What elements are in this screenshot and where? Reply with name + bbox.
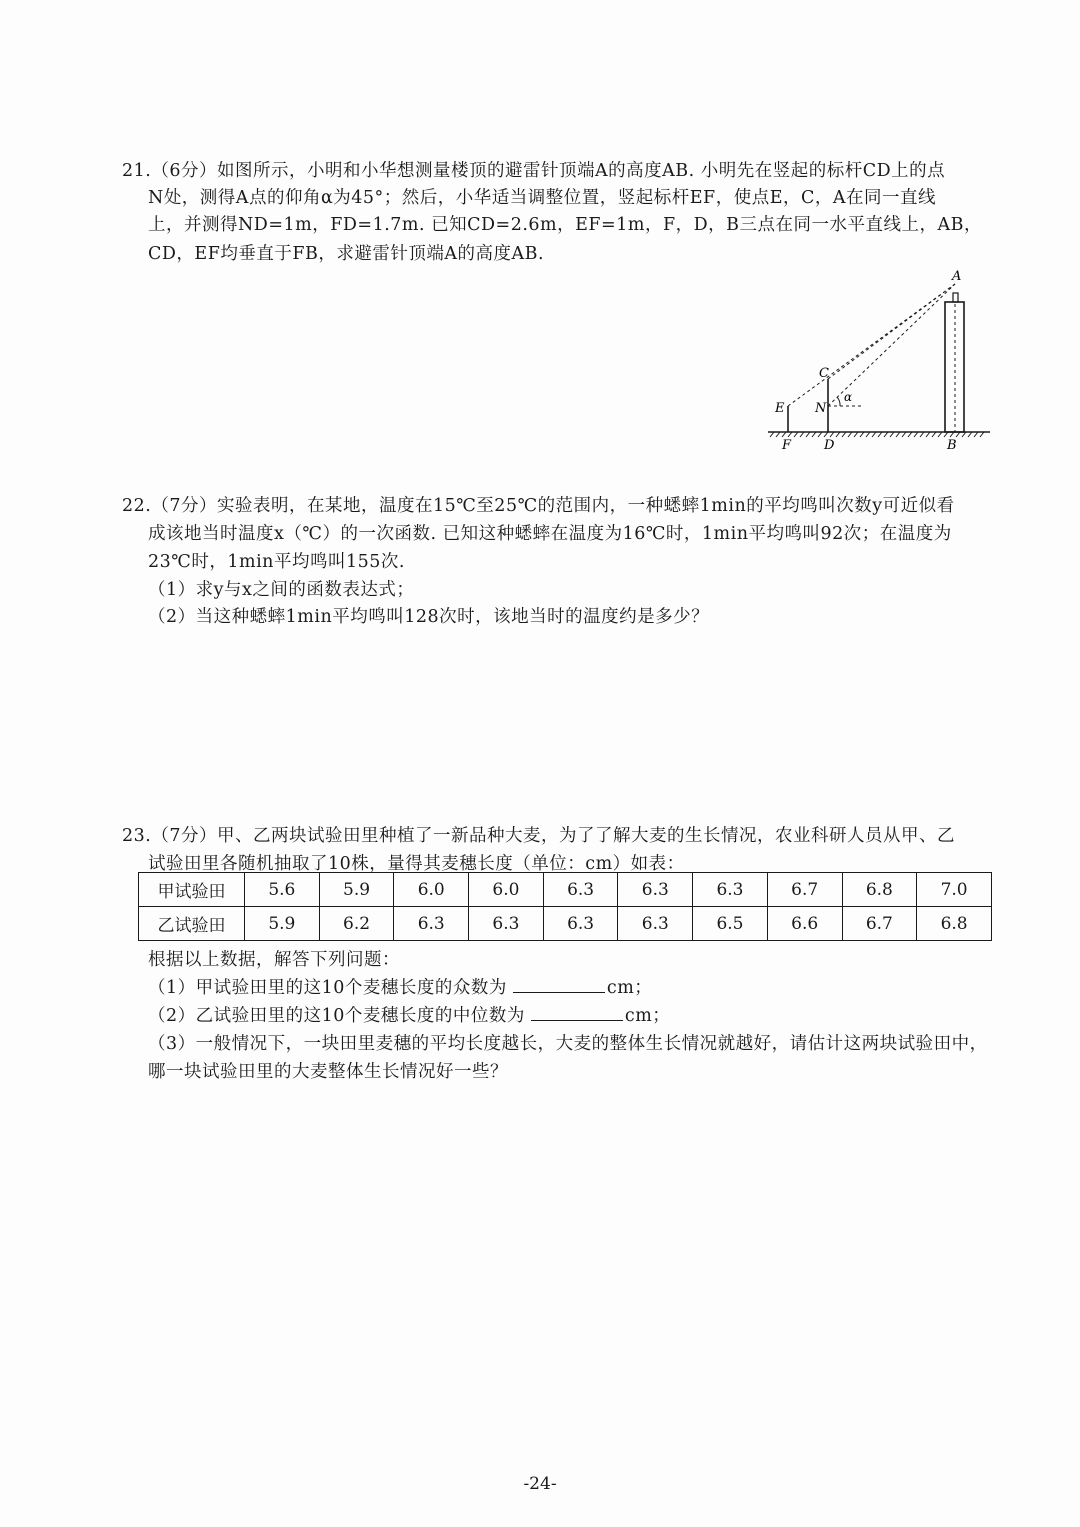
table-cell: 5.9 [319,873,394,907]
q22-line-2: 成该地当时温度x（℃）的一次函数. 已知这种蟋蟀在温度为16℃时，1min平均鸣叫92次；在温度为 [148,524,952,544]
table-row [139,873,992,907]
q23-intro: 根据以上数据，解答下列问题： [148,950,400,970]
table-row [139,907,992,941]
q23-part-1-text: （1）甲试验田里的这10个麦穗长度的众数为 [148,978,507,998]
table-cell: 6.3 [543,907,618,941]
table-cell: 6.3 [394,907,469,941]
q23-part-3-line-2: 哪一块试验田里的大麦整体生长情况好一些？ [148,1062,508,1082]
q21-figure [764,266,994,456]
table-cell: 6.8 [917,907,992,941]
table-cell: 6.7 [767,873,842,907]
q21-line-1: 21.（6分）如图所示，小明和小华想测量楼顶的避雷针顶端A的高度AB. 小明先在竖起的标杆CD上的点 [122,161,946,181]
table-cell: 6.0 [394,873,469,907]
label-a: A [952,269,962,284]
q23-part-2 [148,1002,670,1027]
label-d: D [824,438,835,453]
table-cell: 6.7 [842,907,917,941]
q23-line-1: 23.（7分）甲、乙两块试验田里种植了一新品种大麦，为了了解大麦的生长情况，农业科研人员从甲、乙 [122,826,955,846]
table-cell: 6.5 [693,907,768,941]
table-cell: 6.3 [543,873,618,907]
q21-line-2: N处，测得A点的仰角α为45°；然后，小华适当调整位置，竖起标杆EF，使点E，C，A在同一直线 [148,188,937,208]
table-cell: 5.6 [245,873,320,907]
table-cell: 6.6 [767,907,842,941]
q23-part-1-unit: cm； [606,978,653,998]
q23-part-1 [148,974,652,999]
table-cell: 5.9 [245,907,320,941]
table-cell: 6.8 [842,873,917,907]
label-n: N [815,401,827,416]
angle-arc [837,397,840,406]
table-cell: 6.3 [693,873,768,907]
label-b: B [947,438,957,453]
label-alpha: α [844,390,853,404]
label-e: E [775,401,785,416]
q23-part-3-line-1: （3）一般情况下，一块田里麦穗的平均长度越长，大麦的整体生长情况就越好，请估计这两块试验田中， [148,1034,988,1054]
q21-line-3: 上，并测得ND=1m，FD=1.7m. 已知CD=2.6m，EF=1m，F，D，B三点在同一水平直线上，AB， [148,215,982,235]
sight-line-na [828,284,955,406]
wheat-length-table [138,872,992,941]
label-f: F [782,438,792,453]
q21-line-4: CD，EF均垂直于FB，求避雷针顶端A的高度AB. [148,244,545,264]
q22-line-1: 22.（7分）实验表明，在某地，温度在15℃至25℃的范围内，一种蟋蟀1min的平均鸣叫次数y可近似看 [122,496,955,516]
label-c: C [819,366,829,381]
q22-part-1: （1）求y与x之间的函数表达式； [148,580,415,600]
lightning-rod [953,293,958,302]
answer-blank-1[interactable] [513,978,605,993]
q23-line-2: 试验田里各随机抽取了10株，量得其麦穗长度（单位：cm）如表： [148,854,685,874]
table-cell: 6.0 [469,873,544,907]
table-cell: 6.3 [618,873,693,907]
q23-part-2-text: （2）乙试验田里的这10个麦穗长度的中位数为 [148,1006,525,1026]
q23-part-2-unit: cm； [624,1006,671,1026]
table-cell: 6.3 [618,907,693,941]
table-cell: 6.2 [319,907,394,941]
table-cell: 7.0 [917,873,992,907]
answer-blank-2[interactable] [531,1006,623,1021]
q22-line-3: 23℃时，1min平均鸣叫155次. [148,552,405,572]
page-number: -24- [523,1474,557,1494]
sight-line-ca [828,284,955,379]
q22-part-2: （2）当这种蟋蟀1min平均鸣叫128次时，该地当时的温度约是多少？ [148,607,710,627]
row-label: 乙试验田 [139,907,245,941]
table-cell: 6.3 [469,907,544,941]
row-label: 甲试验田 [139,873,245,907]
